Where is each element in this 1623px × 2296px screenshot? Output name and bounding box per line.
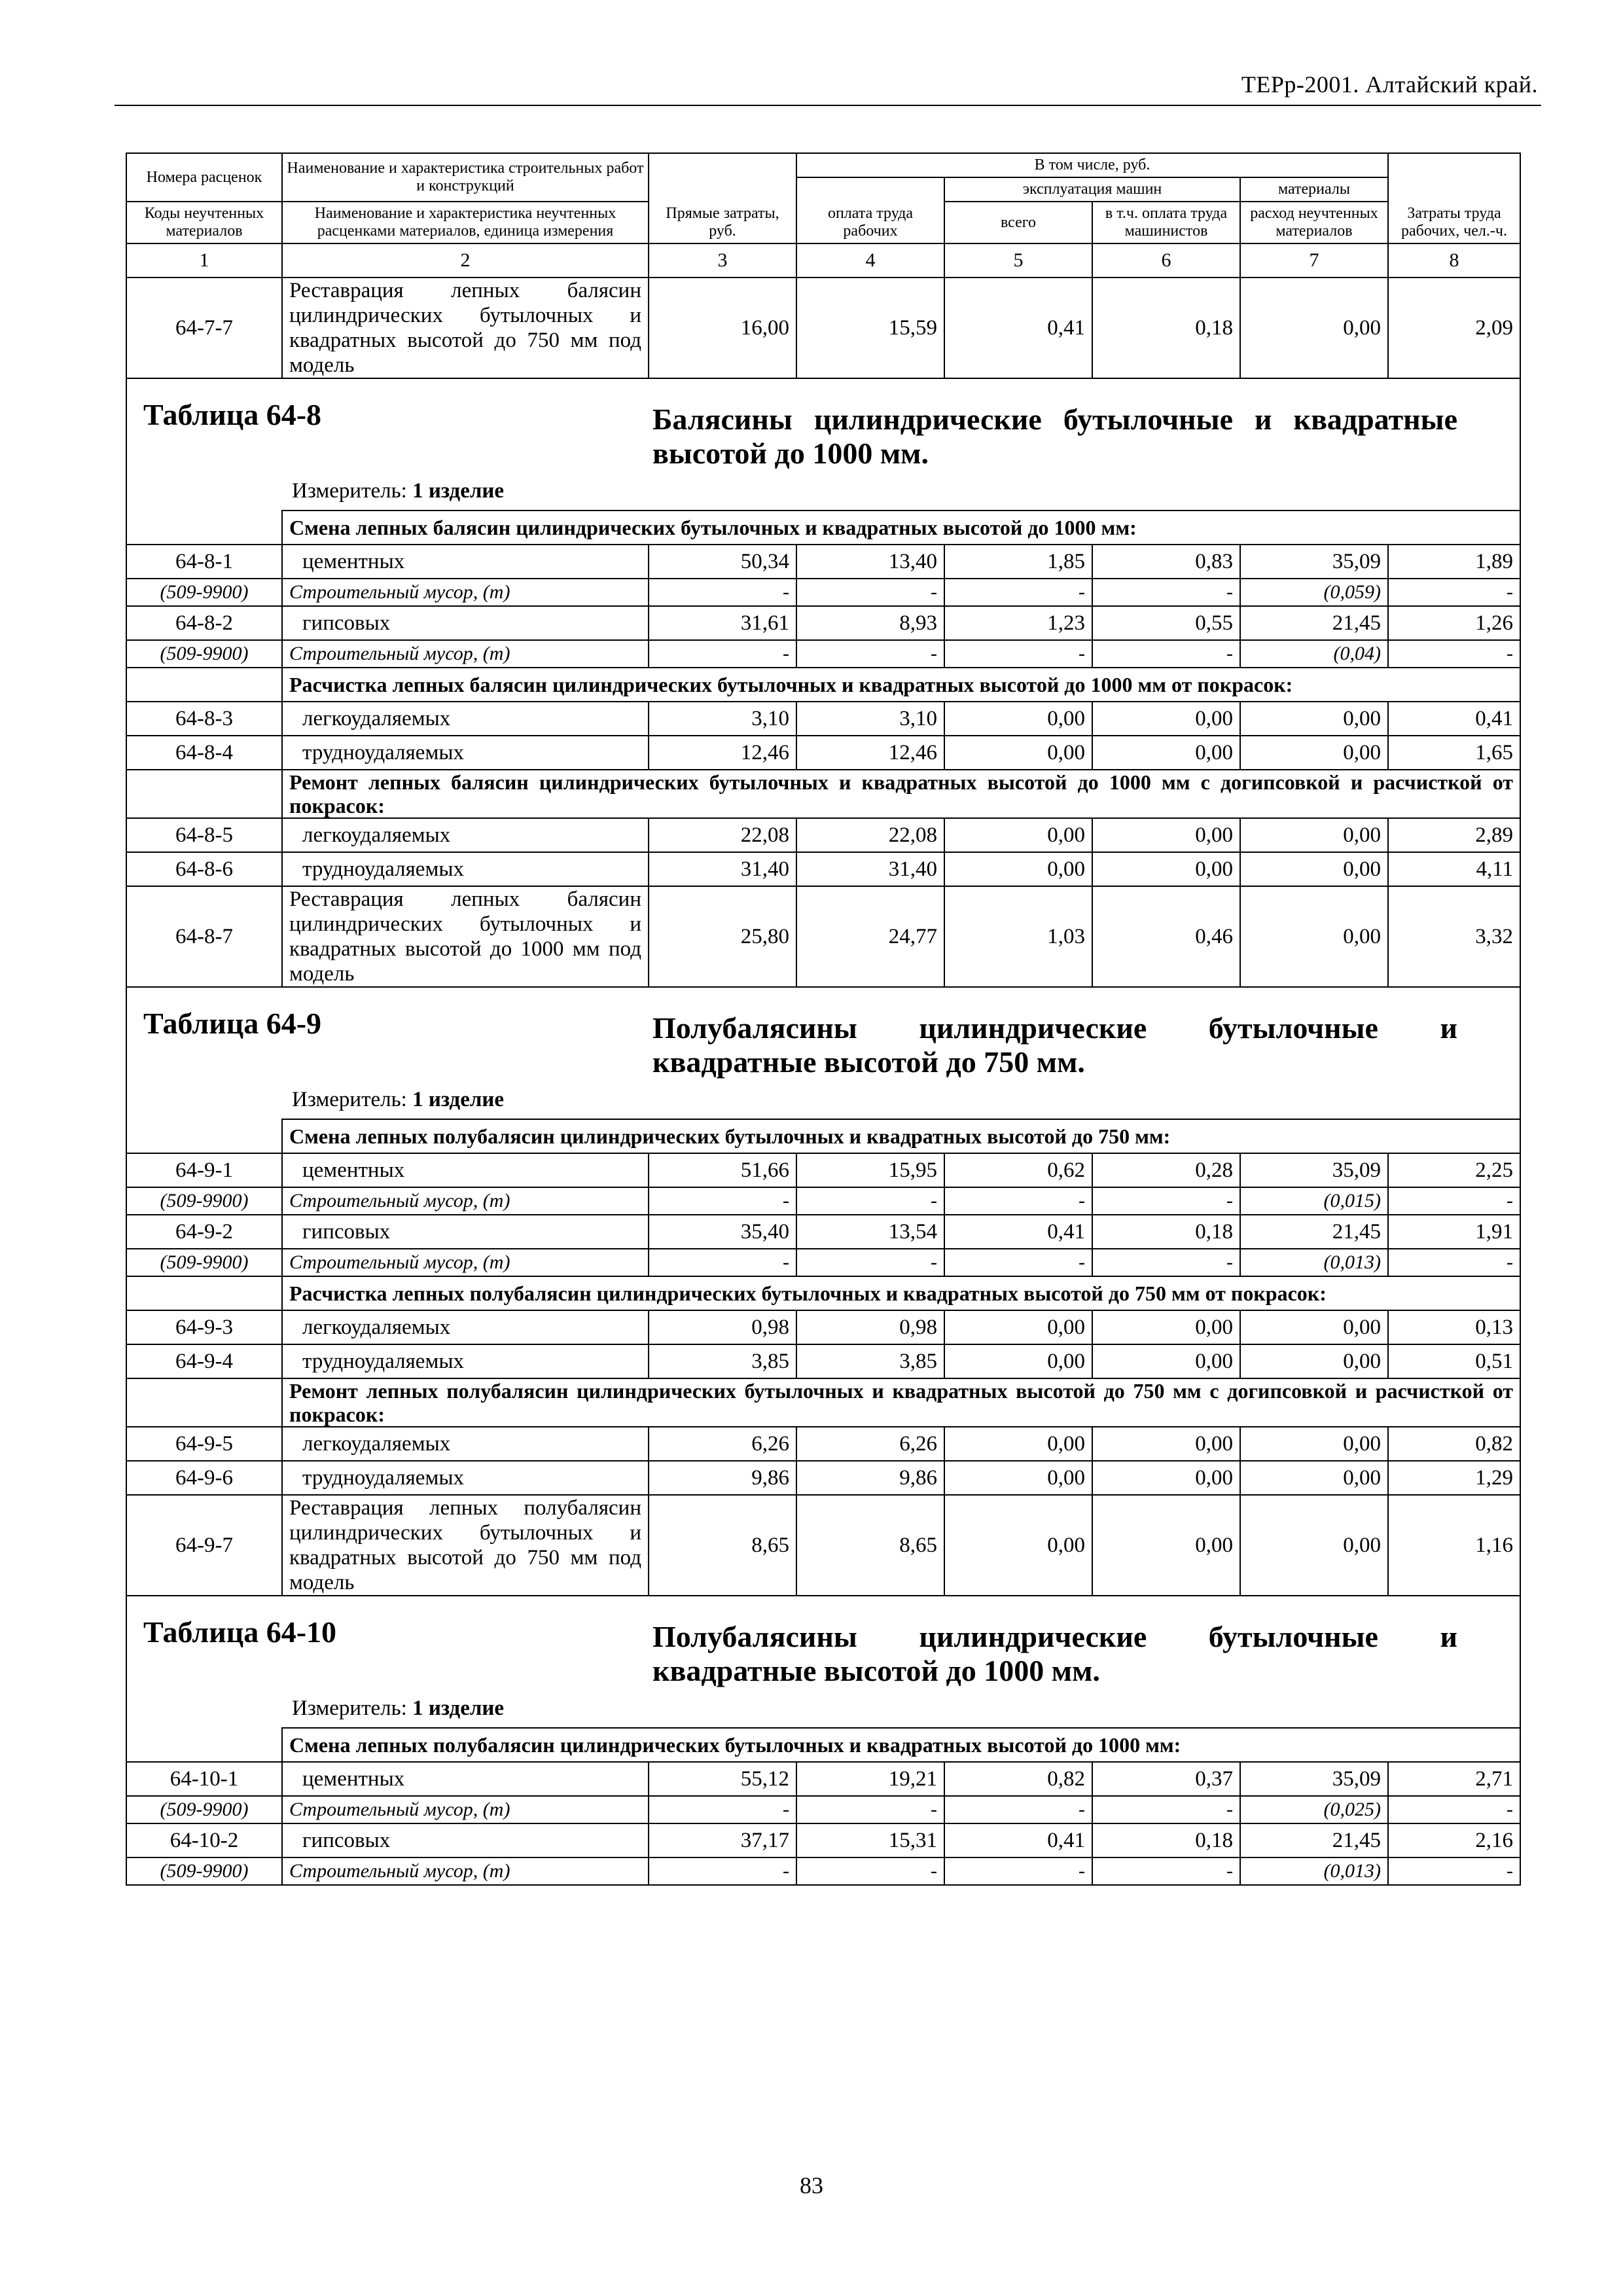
material-name: Строительный мусор, (т) [282, 1187, 649, 1215]
header-rule [115, 105, 1541, 106]
material-consumption: (0,013) [1240, 1249, 1388, 1276]
rates-sheet [126, 152, 1520, 1886]
rate-name: гипсовых [282, 1215, 649, 1249]
workers-pay: 9,86 [796, 1461, 944, 1495]
col-head-including: В том числе, руб. [796, 153, 1388, 177]
machines-total: 0,00 [944, 1310, 1092, 1344]
machinists-pay: 0,00 [1092, 1310, 1240, 1344]
rate-name: гипсовых [282, 1823, 649, 1857]
machinists-pay: 0,18 [1092, 1215, 1240, 1249]
subheading: Расчистка лепных полубалясин цилиндрических бутылочных и квадратных высотой до 750 мм от покрасок: [282, 1276, 1520, 1310]
col-head-direct-costs: Прямые затраты, руб. [649, 153, 796, 243]
subheading: Ремонт лепных полубалясин цилиндрических бутылочных и квадратных высотой до 750 мм с догипсовкой и расчисткой от покрасок: [282, 1378, 1520, 1427]
col-head-machinists-pay: в т.ч. оплата труда машинистов [1092, 202, 1240, 243]
machinists-pay: 0,83 [1092, 545, 1240, 579]
dash: - [944, 1857, 1092, 1885]
material-row [126, 1796, 1520, 1823]
dash: - [796, 1249, 944, 1276]
table-row [126, 1215, 1520, 1249]
machines-total: 0,41 [944, 1823, 1092, 1857]
rate-name: цементных [282, 1153, 649, 1187]
direct-costs: 35,40 [649, 1215, 796, 1249]
table-row [126, 736, 1520, 770]
labor-hours: 1,29 [1388, 1461, 1520, 1495]
materials-cost: 21,45 [1240, 606, 1388, 640]
labor-hours: 0,82 [1388, 1427, 1520, 1461]
subheading: Смена лепных полубалясин цилиндрических бутылочных и квадратных высотой до 750 мм: [282, 1119, 1520, 1153]
table-row [126, 1762, 1520, 1796]
material-row [126, 1187, 1520, 1215]
direct-costs: 12,46 [649, 736, 796, 770]
labor-hours: 0,13 [1388, 1310, 1520, 1344]
dash: - [944, 640, 1092, 668]
machinists-pay: 0,55 [1092, 606, 1240, 640]
rate-code: 64-10-1 [126, 1762, 282, 1796]
dash: - [649, 640, 796, 668]
subheading-row [126, 1119, 1520, 1153]
labor-hours: 3,32 [1388, 886, 1520, 987]
table-title: Балясины цилиндрические бутылочные и квадратные высотой до 1000 мм. [652, 403, 1457, 470]
header-row-1 [126, 153, 1520, 177]
col-head-rate-numbers: Номера расценок [126, 153, 282, 202]
dash: - [649, 1187, 796, 1215]
materials-cost: 35,09 [1240, 1762, 1388, 1796]
dash: - [1388, 1857, 1520, 1885]
direct-costs: 22,08 [649, 818, 796, 852]
rate-name: Реставрация лепных полубалясин цилиндрических бутылочных и квадратных высотой до 750 мм под модель [282, 1495, 649, 1596]
materials-cost: 0,00 [1240, 1461, 1388, 1495]
col-number: 3 [649, 243, 796, 278]
material-name: Строительный мусор, (т) [282, 1796, 649, 1823]
material-code: (509-9900) [126, 1249, 282, 1276]
subheading: Расчистка лепных балясин цилиндрических бутылочных и квадратных высотой до 1000 мм от покрасок: [282, 668, 1520, 702]
dash: - [796, 640, 944, 668]
dash: - [649, 1796, 796, 1823]
rate-code: 64-10-2 [126, 1823, 282, 1857]
table-row [126, 852, 1520, 886]
machines-total: 0,00 [944, 1344, 1092, 1378]
dash: - [796, 1187, 944, 1215]
table-row [126, 1495, 1520, 1596]
rate-name: гипсовых [282, 606, 649, 640]
direct-costs: 31,61 [649, 606, 796, 640]
rate-name: легкоудаляемых [282, 702, 649, 736]
materials-cost: 21,45 [1240, 1823, 1388, 1857]
table-row [126, 886, 1520, 987]
table-row [126, 1153, 1520, 1187]
meter-line [292, 1087, 504, 1112]
materials-cost: 0,00 [1240, 1495, 1388, 1596]
rate-name: Реставрация лепных балясин цилиндрических бутылочных и квадратных высотой до 750 мм под модель [282, 278, 649, 378]
materials-cost: 35,09 [1240, 1153, 1388, 1187]
table-section-header [126, 987, 1520, 1119]
labor-hours: 2,71 [1388, 1762, 1520, 1796]
machines-total: 0,41 [944, 1215, 1092, 1249]
table-label: Таблица 64-10 [143, 1615, 337, 1649]
subheading-row [126, 668, 1520, 702]
table-row [126, 818, 1520, 852]
meter-value: 1 изделие [412, 1088, 505, 1111]
machines-total: 1,23 [944, 606, 1092, 640]
dash: - [1092, 1187, 1240, 1215]
materials-cost: 0,00 [1240, 1310, 1388, 1344]
machines-total: 1,85 [944, 545, 1092, 579]
direct-costs: 37,17 [649, 1823, 796, 1857]
subheading-row [126, 1728, 1520, 1762]
direct-costs: 3,85 [649, 1344, 796, 1378]
rate-name: легкоудаляемых [282, 1427, 649, 1461]
machinists-pay: 0,18 [1092, 1823, 1240, 1857]
workers-pay: 13,54 [796, 1215, 944, 1249]
col-head-machines: эксплуатация машин [944, 177, 1240, 202]
rate-name: легкоудаляемых [282, 818, 649, 852]
workers-pay: 8,93 [796, 606, 944, 640]
workers-pay: 3,10 [796, 702, 944, 736]
direct-costs: 50,34 [649, 545, 796, 579]
machines-total: 0,00 [944, 1461, 1092, 1495]
workers-pay: 8,65 [796, 1495, 944, 1596]
rate-code: 64-8-4 [126, 736, 282, 770]
materials-cost: 0,00 [1240, 1427, 1388, 1461]
machines-total: 0,00 [944, 736, 1092, 770]
col-head-material-codes: Коды неучтенных материалов [126, 202, 282, 243]
machinists-pay: 0,00 [1092, 1344, 1240, 1378]
labor-hours: 1,16 [1388, 1495, 1520, 1596]
workers-pay: 0,98 [796, 1310, 944, 1344]
dash: - [944, 1796, 1092, 1823]
subheading-row [126, 511, 1520, 545]
workers-pay: 15,59 [796, 278, 944, 378]
workers-pay: 22,08 [796, 818, 944, 852]
material-code: (509-9900) [126, 1187, 282, 1215]
table-section-header [126, 378, 1520, 511]
labor-hours: 1,91 [1388, 1215, 1520, 1249]
workers-pay: 13,40 [796, 545, 944, 579]
material-consumption: (0,013) [1240, 1857, 1388, 1885]
rate-code: 64-8-6 [126, 852, 282, 886]
labor-hours: 1,89 [1388, 545, 1520, 579]
material-consumption: (0,04) [1240, 640, 1388, 668]
meter-line [292, 478, 504, 503]
rate-name: легкоудаляемых [282, 1310, 649, 1344]
table-row [126, 1823, 1520, 1857]
workers-pay: 19,21 [796, 1762, 944, 1796]
rate-code: 64-8-7 [126, 886, 282, 987]
dash: - [944, 1187, 1092, 1215]
machines-total: 0,82 [944, 1762, 1092, 1796]
subheading-row [126, 1378, 1520, 1427]
machinists-pay: 0,00 [1092, 1427, 1240, 1461]
table-label: Таблица 64-9 [143, 1007, 322, 1040]
rate-code: 64-8-5 [126, 818, 282, 852]
material-code: (509-9900) [126, 579, 282, 606]
labor-hours: 0,41 [1388, 702, 1520, 736]
rate-code: 64-9-6 [126, 1461, 282, 1495]
labor-hours: 2,09 [1388, 278, 1520, 378]
rate-code: 64-9-7 [126, 1495, 282, 1596]
machines-total: 0,00 [944, 1495, 1092, 1596]
labor-hours: 4,11 [1388, 852, 1520, 886]
materials-cost: 0,00 [1240, 278, 1388, 378]
col-head-machines-total: всего [944, 202, 1092, 243]
direct-costs: 0,98 [649, 1310, 796, 1344]
rate-code: 64-8-3 [126, 702, 282, 736]
material-code: (509-9900) [126, 1857, 282, 1885]
workers-pay: 3,85 [796, 1344, 944, 1378]
workers-pay: 15,95 [796, 1153, 944, 1187]
col-head-workers-pay: оплата труда рабочих [796, 177, 944, 243]
labor-hours: 0,51 [1388, 1344, 1520, 1378]
col-number: 6 [1092, 243, 1240, 278]
material-row [126, 640, 1520, 668]
direct-costs: 16,00 [649, 278, 796, 378]
table-row [126, 606, 1520, 640]
subheading-row [126, 770, 1520, 818]
machines-total: 1,03 [944, 886, 1092, 987]
rate-name: трудноудаляемых [282, 852, 649, 886]
rates-table [126, 152, 1521, 1886]
table-row [126, 545, 1520, 579]
dash: - [1388, 640, 1520, 668]
table-section-header [126, 1596, 1520, 1728]
machinists-pay: 0,46 [1092, 886, 1240, 987]
col-head-work-name: Наименование и характеристика строительных работ и конструкций [282, 153, 649, 202]
dash: - [1388, 1187, 1520, 1215]
labor-hours: 1,26 [1388, 606, 1520, 640]
material-name: Строительный мусор, (т) [282, 1857, 649, 1885]
material-code: (509-9900) [126, 1796, 282, 1823]
materials-cost: 0,00 [1240, 1344, 1388, 1378]
machinists-pay: 0,00 [1092, 1461, 1240, 1495]
rate-code: 64-9-3 [126, 1310, 282, 1344]
table-row [126, 278, 1520, 378]
rate-name: цементных [282, 545, 649, 579]
materials-cost: 0,00 [1240, 702, 1388, 736]
page-number: 83 [800, 2172, 823, 2198]
subheading: Ремонт лепных балясин цилиндрических бутылочных и квадратных высотой до 1000 мм с догипсовкой и расчисткой от покрасок: [282, 770, 1520, 818]
col-head-material-names: Наименование и характеристика неучтенных расценками материалов, единица измерения [282, 202, 649, 243]
rate-code: 64-9-1 [126, 1153, 282, 1187]
workers-pay: 6,26 [796, 1427, 944, 1461]
direct-costs: 51,66 [649, 1153, 796, 1187]
materials-cost: 21,45 [1240, 1215, 1388, 1249]
rate-name: трудноудаляемых [282, 1461, 649, 1495]
material-consumption: (0,015) [1240, 1187, 1388, 1215]
col-number: 7 [1240, 243, 1388, 278]
direct-costs: 55,12 [649, 1762, 796, 1796]
machinists-pay: 0,37 [1092, 1762, 1240, 1796]
running-header: ТЕРр-2001. Алтайский край. [1241, 71, 1538, 98]
workers-pay: 31,40 [796, 852, 944, 886]
materials-cost: 0,00 [1240, 818, 1388, 852]
rate-code: 64-9-2 [126, 1215, 282, 1249]
workers-pay: 15,31 [796, 1823, 944, 1857]
col-head-material-consumption: расход неучтенных материалов [1240, 202, 1388, 243]
machinists-pay: 0,00 [1092, 818, 1240, 852]
material-row [126, 1249, 1520, 1276]
workers-pay: 12,46 [796, 736, 944, 770]
machines-total: 0,00 [944, 852, 1092, 886]
subheading: Смена лепных полубалясин цилиндрических бутылочных и квадратных высотой до 1000 мм: [282, 1728, 1520, 1762]
col-number: 2 [282, 243, 649, 278]
col-number: 4 [796, 243, 944, 278]
meter-value: 1 изделие [412, 1696, 505, 1720]
meter-line [292, 1696, 504, 1721]
subheading-row [126, 1276, 1520, 1310]
col-head-materials: материалы [1240, 177, 1388, 202]
dash: - [649, 1857, 796, 1885]
dash: - [1092, 1249, 1240, 1276]
workers-pay: 24,77 [796, 886, 944, 987]
direct-costs: 9,86 [649, 1461, 796, 1495]
table-label: Таблица 64-8 [143, 398, 322, 431]
rate-name: цементных [282, 1762, 649, 1796]
direct-costs: 8,65 [649, 1495, 796, 1596]
material-name: Строительный мусор, (т) [282, 640, 649, 668]
machines-total: 0,00 [944, 1427, 1092, 1461]
direct-costs: 25,80 [649, 886, 796, 987]
meter-value: 1 изделие [412, 479, 505, 503]
dash: - [796, 1796, 944, 1823]
machinists-pay: 0,28 [1092, 1153, 1240, 1187]
dash: - [1388, 579, 1520, 606]
materials-cost: 0,00 [1240, 736, 1388, 770]
material-row [126, 579, 1520, 606]
machines-total: 0,41 [944, 278, 1092, 378]
machinists-pay: 0,00 [1092, 852, 1240, 886]
material-row [126, 1857, 1520, 1885]
rate-code: 64-8-2 [126, 606, 282, 640]
materials-cost: 0,00 [1240, 886, 1388, 987]
machinists-pay: 0,00 [1092, 1495, 1240, 1596]
meter-prefix: Измеритель: [292, 479, 407, 503]
table-row [126, 1310, 1520, 1344]
machinists-pay: 0,00 [1092, 736, 1240, 770]
dash: - [1388, 1796, 1520, 1823]
col-number: 5 [944, 243, 1092, 278]
table-row [126, 702, 1520, 736]
materials-cost: 35,09 [1240, 545, 1388, 579]
labor-hours: 1,65 [1388, 736, 1520, 770]
dash: - [1388, 1249, 1520, 1276]
labor-hours: 2,25 [1388, 1153, 1520, 1187]
dash: - [1092, 640, 1240, 668]
material-name: Строительный мусор, (т) [282, 1249, 649, 1276]
rate-name: трудноудаляемых [282, 736, 649, 770]
dash: - [1092, 1857, 1240, 1885]
direct-costs: 31,40 [649, 852, 796, 886]
labor-hours: 2,16 [1388, 1823, 1520, 1857]
column-number-row [126, 243, 1520, 278]
machines-total: 0,62 [944, 1153, 1092, 1187]
materials-cost: 0,00 [1240, 852, 1388, 886]
dash: - [1092, 579, 1240, 606]
machines-total: 0,00 [944, 702, 1092, 736]
dash: - [649, 579, 796, 606]
table-row [126, 1344, 1520, 1378]
col-head-labor-hours: Затраты труда рабочих, чел.-ч. [1388, 153, 1520, 243]
direct-costs: 3,10 [649, 702, 796, 736]
material-name: Строительный мусор, (т) [282, 579, 649, 606]
rate-name: Реставрация лепных балясин цилиндрических бутылочных и квадратных высотой до 1000 мм под модель [282, 886, 649, 987]
meter-prefix: Измеритель: [292, 1088, 407, 1111]
dash: - [944, 1249, 1092, 1276]
machinists-pay: 0,18 [1092, 278, 1240, 378]
rate-code: 64-9-5 [126, 1427, 282, 1461]
table-title: Полубалясины цилиндрические бутылочные и квадратные высотой до 750 мм. [652, 1011, 1457, 1079]
material-consumption: (0,059) [1240, 579, 1388, 606]
dash: - [1092, 1796, 1240, 1823]
table-title: Полубалясины цилиндрические бутылочные и квадратные высотой до 1000 мм. [652, 1620, 1457, 1687]
col-number: 1 [126, 243, 282, 278]
dash: - [796, 579, 944, 606]
labor-hours: 2,89 [1388, 818, 1520, 852]
rate-code: 64-8-1 [126, 545, 282, 579]
rate-name: трудноудаляемых [282, 1344, 649, 1378]
material-consumption: (0,025) [1240, 1796, 1388, 1823]
dash: - [796, 1857, 944, 1885]
direct-costs: 6,26 [649, 1427, 796, 1461]
machines-total: 0,00 [944, 818, 1092, 852]
table-row [126, 1427, 1520, 1461]
material-code: (509-9900) [126, 640, 282, 668]
table-row [126, 1461, 1520, 1495]
rate-code: 64-9-4 [126, 1344, 282, 1378]
dash: - [944, 579, 1092, 606]
rate-code: 64-7-7 [126, 278, 282, 378]
subheading: Смена лепных балясин цилиндрических бутылочных и квадратных высотой до 1000 мм: [282, 511, 1520, 545]
col-number: 8 [1388, 243, 1520, 278]
meter-prefix: Измеритель: [292, 1696, 407, 1720]
dash: - [649, 1249, 796, 1276]
machinists-pay: 0,00 [1092, 702, 1240, 736]
